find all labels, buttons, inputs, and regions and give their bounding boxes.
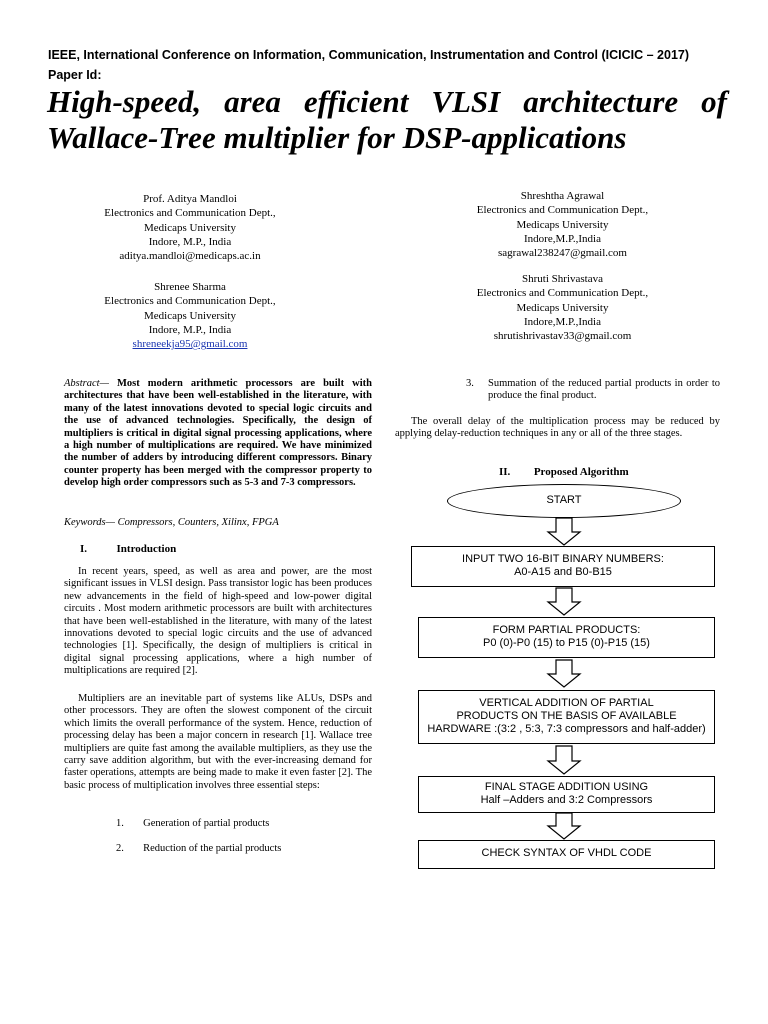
flow-step-line: P0 (0)-P0 (15) to P15 (0)-P15 (15) [483,637,650,649]
flow-start-ellipse [447,484,681,518]
flow-arrow-3 [547,660,581,688]
flow-step-line: Half –Adders and 3:2 Compressors [480,794,653,806]
author-dept: Electronics and Communication Dept., [476,287,649,300]
flow-step-line: VERTICAL ADDITION OF PARTIAL [479,697,654,709]
flow-step-line: CHECK SYNTAX OF VHDL CODE [481,847,652,859]
title-line-2: Wallace-Tree multiplier for DSP-applications [47,120,627,155]
flow-step-input [411,546,715,587]
paper-id: Paper Id: [48,68,102,82]
list-text: Generation of partial products [143,818,270,829]
intro-paragraph-1: In recent years, speed, as well as area and power, are the most significant issues in VLSI design. Pass transistor logic has been produces new advancements in the field of high-speed and low-power digital circuits . Most modern arithmetic processors are built with architectures that have been well-established in the literature, with many of the latest innovations devoted to special logic circuits and the use of advanced technologies [1]. Specifically, the design of multipliers is critical in digital signal processing applications, where a high number of multiplications are required [2]. [64,566,372,677]
author-university: Medicaps University [516,301,609,314]
abstract-label: Abstract— [64,378,109,389]
flow-step-line: A0-A15 and B0-B15 [514,566,612,578]
section-number: II. [499,466,511,478]
author-block-2 [60,280,320,351]
flow-arrow-1 [547,518,581,546]
flow-step-vertical-addition [418,690,715,744]
author-block-4 [430,272,695,343]
flow-arrow-4 [547,746,581,775]
author-university: Medicaps University [144,309,236,322]
list-item [116,818,269,829]
author-dept: Electronics and Communication Dept., [104,295,276,308]
list-text: Reduction of the partial products [143,843,282,854]
flow-step-line: INPUT TWO 16-BIT BINARY NUMBERS: [462,553,664,565]
section-title: Introduction [116,543,177,555]
author-city: Indore,M.P.,India [524,315,601,328]
author-name: Shrenee Sharma [154,281,226,293]
author-city: Indore, M.P., India [148,235,232,248]
list-number: 2. [116,843,124,854]
conference-header: IEEE, International Conference on Information, Communication, Instrumentation and Control (ICICIC – 2017) [48,48,690,62]
flow-step-check-syntax [418,840,715,869]
flow-step-line: HARDWARE :(3:2 , 5:3, 7:3 compressors and half-adder) [427,723,706,735]
flow-step-line: PRODUCTS ON THE BASIS OF AVAILABLE [456,710,677,722]
flow-step-final-addition [418,776,715,813]
section-heading-algorithm [499,466,629,478]
list-item: 3. [466,378,474,389]
author-dept: Electronics and Communication Dept., [476,204,649,217]
author-block-1 [60,192,320,263]
section-heading-introduction [80,543,176,555]
section-number: I. [80,543,88,555]
flow-step-line: FORM PARTIAL PRODUCTS: [492,624,641,636]
intro-paragraph-3: The overall delay of the multiplication process may be reduced by applying delay-reduction techniques in any or all of the three stages. [395,416,720,440]
flow-arrow-5 [547,813,581,840]
author-email-link[interactable]: shreneekja95@gmail.com [132,338,248,351]
abstract [64,378,372,490]
intro-paragraph-2: Multipliers are an inevitable part of systems like ALUs, DSPs and other processors. They are often the slowest component of the circuit which limits the overall performance of the system. Hence, reduction of processing delay has been a major concern in research [1]. Wallace tree multipliers are quite fast among the available multipliers, as they use the carry save addition algorithm, but with the ever-increasing demand for faster operations, attempts are being made to make it even faster [2]. The basic process of multiplication involves three essential steps: [64,693,372,791]
list-number: 1. [116,818,124,829]
flow-step-partial-products [418,617,715,658]
section-title: Proposed Algorithm [533,466,629,478]
author-university: Medicaps University [516,218,609,231]
author-dept: Electronics and Communication Dept., [104,207,276,220]
abstract-text: Most modern arithmetic processors are built with architectures that have been well-established in the literature, with many of the latest innovations devoted to special logic circuits and the use of advanced technologies. Specifically, the design of multipliers is critical in digital signal processing applications, where a high number of multiplications are required. We have minimized the number of adders by introducing different compressors. Binary counter property has been merged with the compressor property to develop high order compressors such as 5-3 and 7-3 compressors. [64,378,372,489]
author-email: shrutishrivastav33@gmail.com [493,330,632,343]
flow-start-label: START [546,494,582,506]
author-email: aditya.mandloi@medicaps.ac.in [119,250,261,263]
flow-arrow-2 [547,588,581,616]
author-email: sagrawal238247@gmail.com [498,247,627,260]
list-item [116,843,281,854]
flow-step-line: FINAL STAGE ADDITION USING [484,781,649,793]
author-block-3 [430,189,695,260]
list-text: Summation of the reduced partial products in order to produce the final product. [488,378,720,402]
author-name: Shreshtha Agrawal [520,190,605,202]
paper-title [47,84,727,156]
author-name: Prof. Aditya Mandloi [143,193,237,205]
author-city: Indore, M.P., India [148,323,232,336]
title-line-1: High-speed, area efficient VLSI architecture of [47,84,727,119]
author-university: Medicaps University [144,221,236,234]
keywords: Keywords— Compressors, Counters, Xilinx, FPGA [64,517,279,528]
author-name: Shruti Shrivastava [522,273,603,285]
author-city: Indore,M.P.,India [524,232,601,245]
